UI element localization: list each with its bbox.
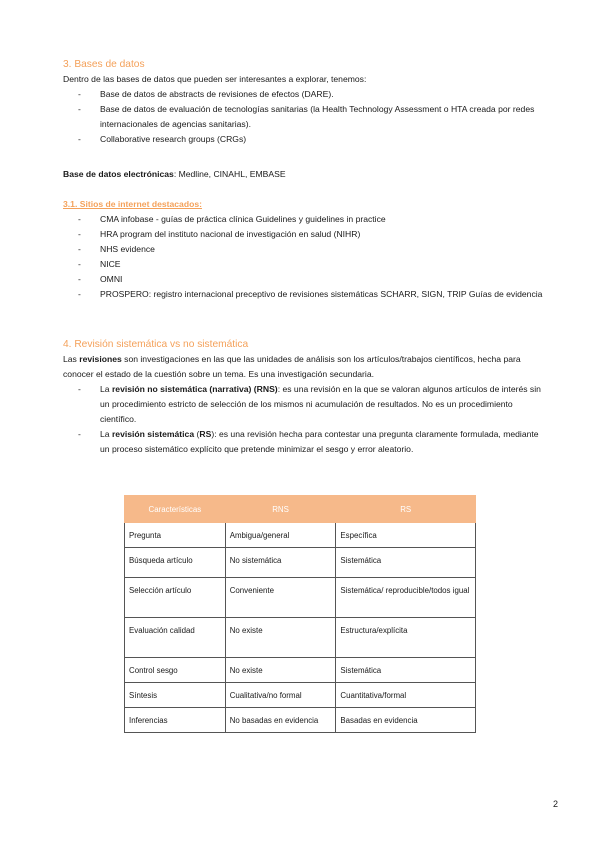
electronic-databases xyxy=(63,167,286,182)
section-3-intro: Dentro de las bases de datos que pueden ser interesantes a explorar, tenemos: xyxy=(63,74,367,84)
table-cell: Basadas en evidencia xyxy=(336,708,476,733)
table-cell: Cuantitativa/formal xyxy=(336,683,476,708)
text: son investigaciones en las que las unidades de análisis son los artículos/trabajos científicos, hecha para conocer el estado de la cuestión sobre un tema. Es una investigación secundaria. xyxy=(63,354,521,379)
table-cell: No existe xyxy=(225,658,336,683)
table-row xyxy=(125,708,476,733)
table-cell: Búsqueda artículo xyxy=(125,548,226,578)
list-item: - OMNI xyxy=(63,272,543,287)
electronic-label: Base de datos electrónicas xyxy=(63,169,174,179)
table-cell: Evaluación calidad xyxy=(125,618,226,658)
table-cell: Control sesgo xyxy=(125,658,226,683)
section-31-heading: 3.1. Sitios de internet destacados: xyxy=(63,199,202,209)
table-header: RNS xyxy=(225,496,336,523)
table-cell: Cualitativa/no formal xyxy=(225,683,336,708)
section-3-heading: 3. Bases de datos xyxy=(63,59,145,70)
text: Las xyxy=(63,354,80,364)
list-item: - NHS evidence xyxy=(63,242,543,257)
table-row xyxy=(125,658,476,683)
websites-list xyxy=(63,212,543,302)
table-cell: Pregunta xyxy=(125,523,226,548)
table-row xyxy=(125,618,476,658)
section-4-heading: 4. Revisión sistemática vs no sistemática xyxy=(63,339,249,350)
table-cell: Sistemática/ reproducible/todos igual xyxy=(336,578,476,618)
table-header-row xyxy=(125,496,476,523)
review-types-list xyxy=(63,382,543,457)
table-cell: Selección artículo xyxy=(125,578,226,618)
list-item: - CMA infobase - guías de práctica clínica Guidelines y guidelines in practice xyxy=(63,212,543,227)
bold-term: revisión sistemática xyxy=(111,429,195,439)
comparison-table xyxy=(124,495,476,733)
table-cell: No existe xyxy=(225,618,336,658)
table-cell: Específica xyxy=(336,523,476,548)
list-item: - HRA program del instituto nacional de investigación en salud (NIHR) xyxy=(63,227,543,242)
list-item: - Base de datos de abstracts de revisiones de efectos (DARE). xyxy=(63,87,543,102)
text: La xyxy=(100,384,112,394)
page-number: 2 xyxy=(553,799,559,809)
bold-term: revisión no sistemática (narrativa) (RNS) xyxy=(111,384,278,394)
table-cell: Inferencias xyxy=(125,708,226,733)
table-cell: Síntesis xyxy=(125,683,226,708)
table-cell: Sistemática xyxy=(336,658,476,683)
table-cell: Ambigua/general xyxy=(225,523,336,548)
bold-term: RS xyxy=(199,429,212,439)
list-item xyxy=(63,427,543,457)
databases-list xyxy=(63,87,543,147)
text: La xyxy=(100,429,112,439)
table-cell: No sistemática xyxy=(225,548,336,578)
table-cell: Sistemática xyxy=(336,548,476,578)
table-row xyxy=(125,683,476,708)
text: ( xyxy=(194,429,200,439)
list-item xyxy=(63,382,543,427)
table-header: Características xyxy=(125,496,226,523)
list-item: - Collaborative research groups (CRGs) xyxy=(63,132,543,147)
table-row xyxy=(125,548,476,578)
list-item: - Base de datos de evaluación de tecnologías sanitarias (la Health Technology Assessment o HTA creada por redes internacionales de agencias sanitarias). xyxy=(63,102,543,132)
table-cell: No basadas en evidencia xyxy=(225,708,336,733)
table-row xyxy=(125,578,476,618)
revisions-paragraph xyxy=(63,352,543,382)
text: : es una revisión en la que se valoran algunos artículos de interés sin un procedimiento estricto de selección de los mismos ni acumulación de resultados. No es un procedimiento científico. xyxy=(100,384,541,424)
list-item: - NICE xyxy=(63,257,543,272)
table-row xyxy=(125,523,476,548)
text: ): es una revisión hecha para contestar una pregunta claramente formulada, mediante un proceso sistemático explícito que pretende minimizar el sesgo y error aleatorio. xyxy=(100,429,539,454)
table-header: RS xyxy=(336,496,476,523)
electronic-value: : Medline, CINAHL, EMBASE xyxy=(173,169,286,179)
table-cell: Estructura/explícita xyxy=(336,618,476,658)
list-item: - PROSPERO: registro internacional preceptivo de revisiones sistemáticas SCHARR, SIGN, TRIP Guías de evidencia xyxy=(63,287,543,302)
bold-term: revisiones xyxy=(79,354,122,364)
table-cell: Conveniente xyxy=(225,578,336,618)
